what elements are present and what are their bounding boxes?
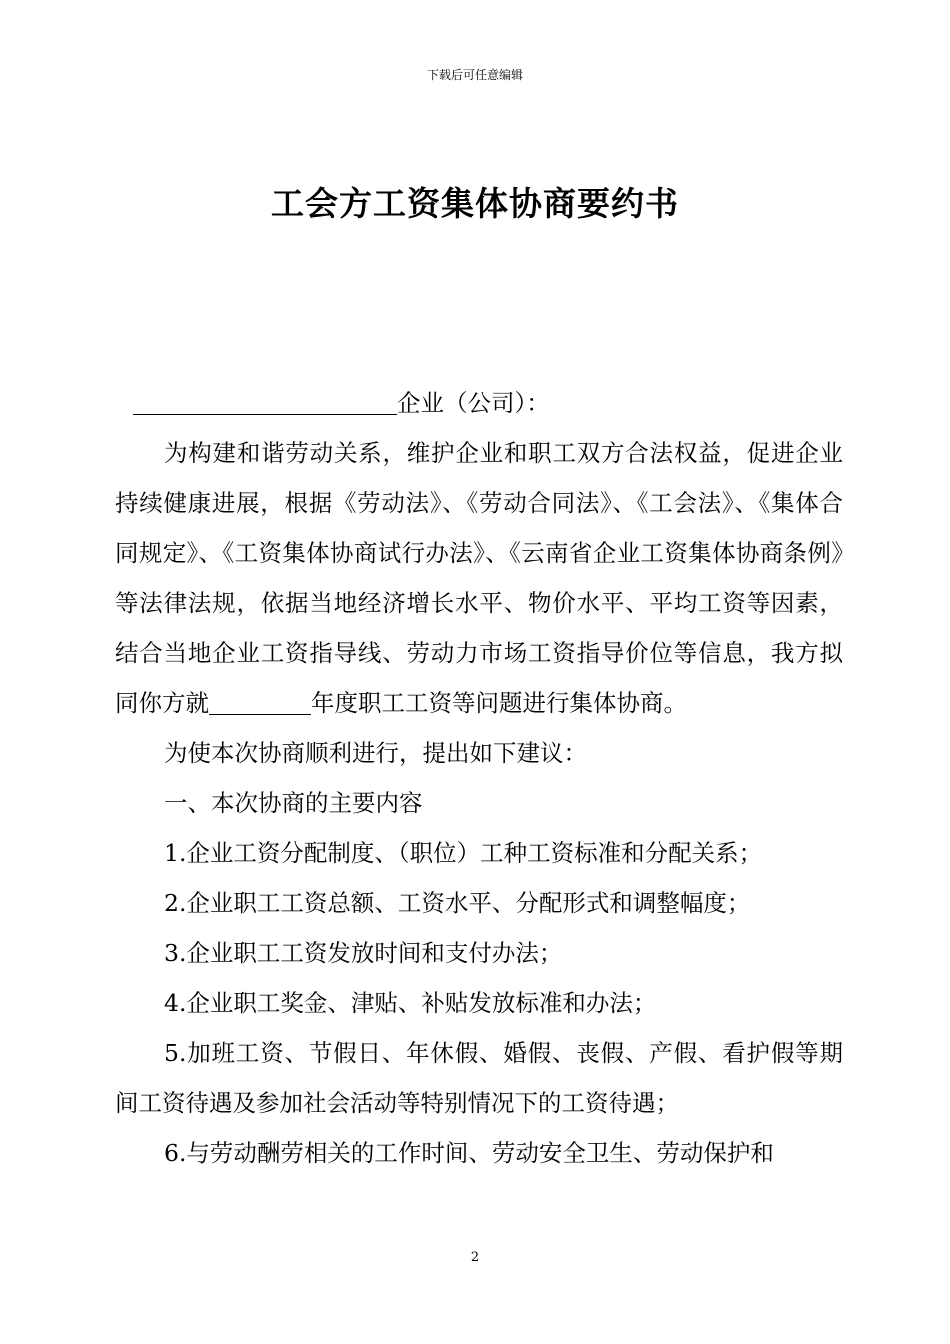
paragraph-suggestion: 为使本次协商顺利进行，提出如下建议：	[164, 739, 587, 767]
list-item: 5.加班工资、节假日、年休假、婚假、丧假、产假、看护假等期间工资待遇及参加社会活动等特别情况下的工资待遇；	[115, 1039, 843, 1117]
list-item: 1.企业工资分配制度、（职位）工种工资标准和分配关系；	[164, 839, 763, 867]
document-body	[115, 378, 843, 1178]
list-item: 3.企业职工工资发放时间和支付办法；	[164, 939, 563, 967]
list-item: 2.企业职工工资总额、工资水平、分配形式和调整幅度；	[164, 889, 751, 917]
paragraph-intro-part1: 为构建和谐劳动关系，维护企业和职工双方合法权益，促进企业持续健康进展，根据《劳动法》、《劳动合同法》、《工会法》、《集体合同规定》、《工资集体协商试行办法》、《云南省企业工资集体协商条例》等法律法规，依据当地经济增长水平、物价水平、平均工资等因素，结合当地企业工资指导线、劳动力市场工资指导价位等信息，我方拟同你方就	[115, 439, 843, 717]
paragraph-intro	[115, 428, 843, 728]
company-name-blank	[133, 388, 397, 415]
list-item: 6.与劳动酬劳相关的工作时间、劳动安全卫生、劳动保护和	[164, 1139, 774, 1167]
document-title: 工会方工资集体协商要约书	[271, 184, 679, 223]
year-blank	[209, 688, 311, 715]
salutation-line	[115, 378, 843, 428]
page-header: 下载后可任意编辑	[426, 68, 523, 82]
page-number: 2	[470, 1250, 480, 1265]
salutation-suffix: 企业（公司）：	[397, 389, 550, 417]
list-item: 4.企业职工奖金、津贴、补贴发放标准和办法；	[164, 989, 657, 1017]
paragraph-intro-part2: 年度职工工资等问题进行集体协商。	[311, 689, 687, 717]
section-heading-1: 一、本次协商的主要内容	[164, 789, 423, 817]
